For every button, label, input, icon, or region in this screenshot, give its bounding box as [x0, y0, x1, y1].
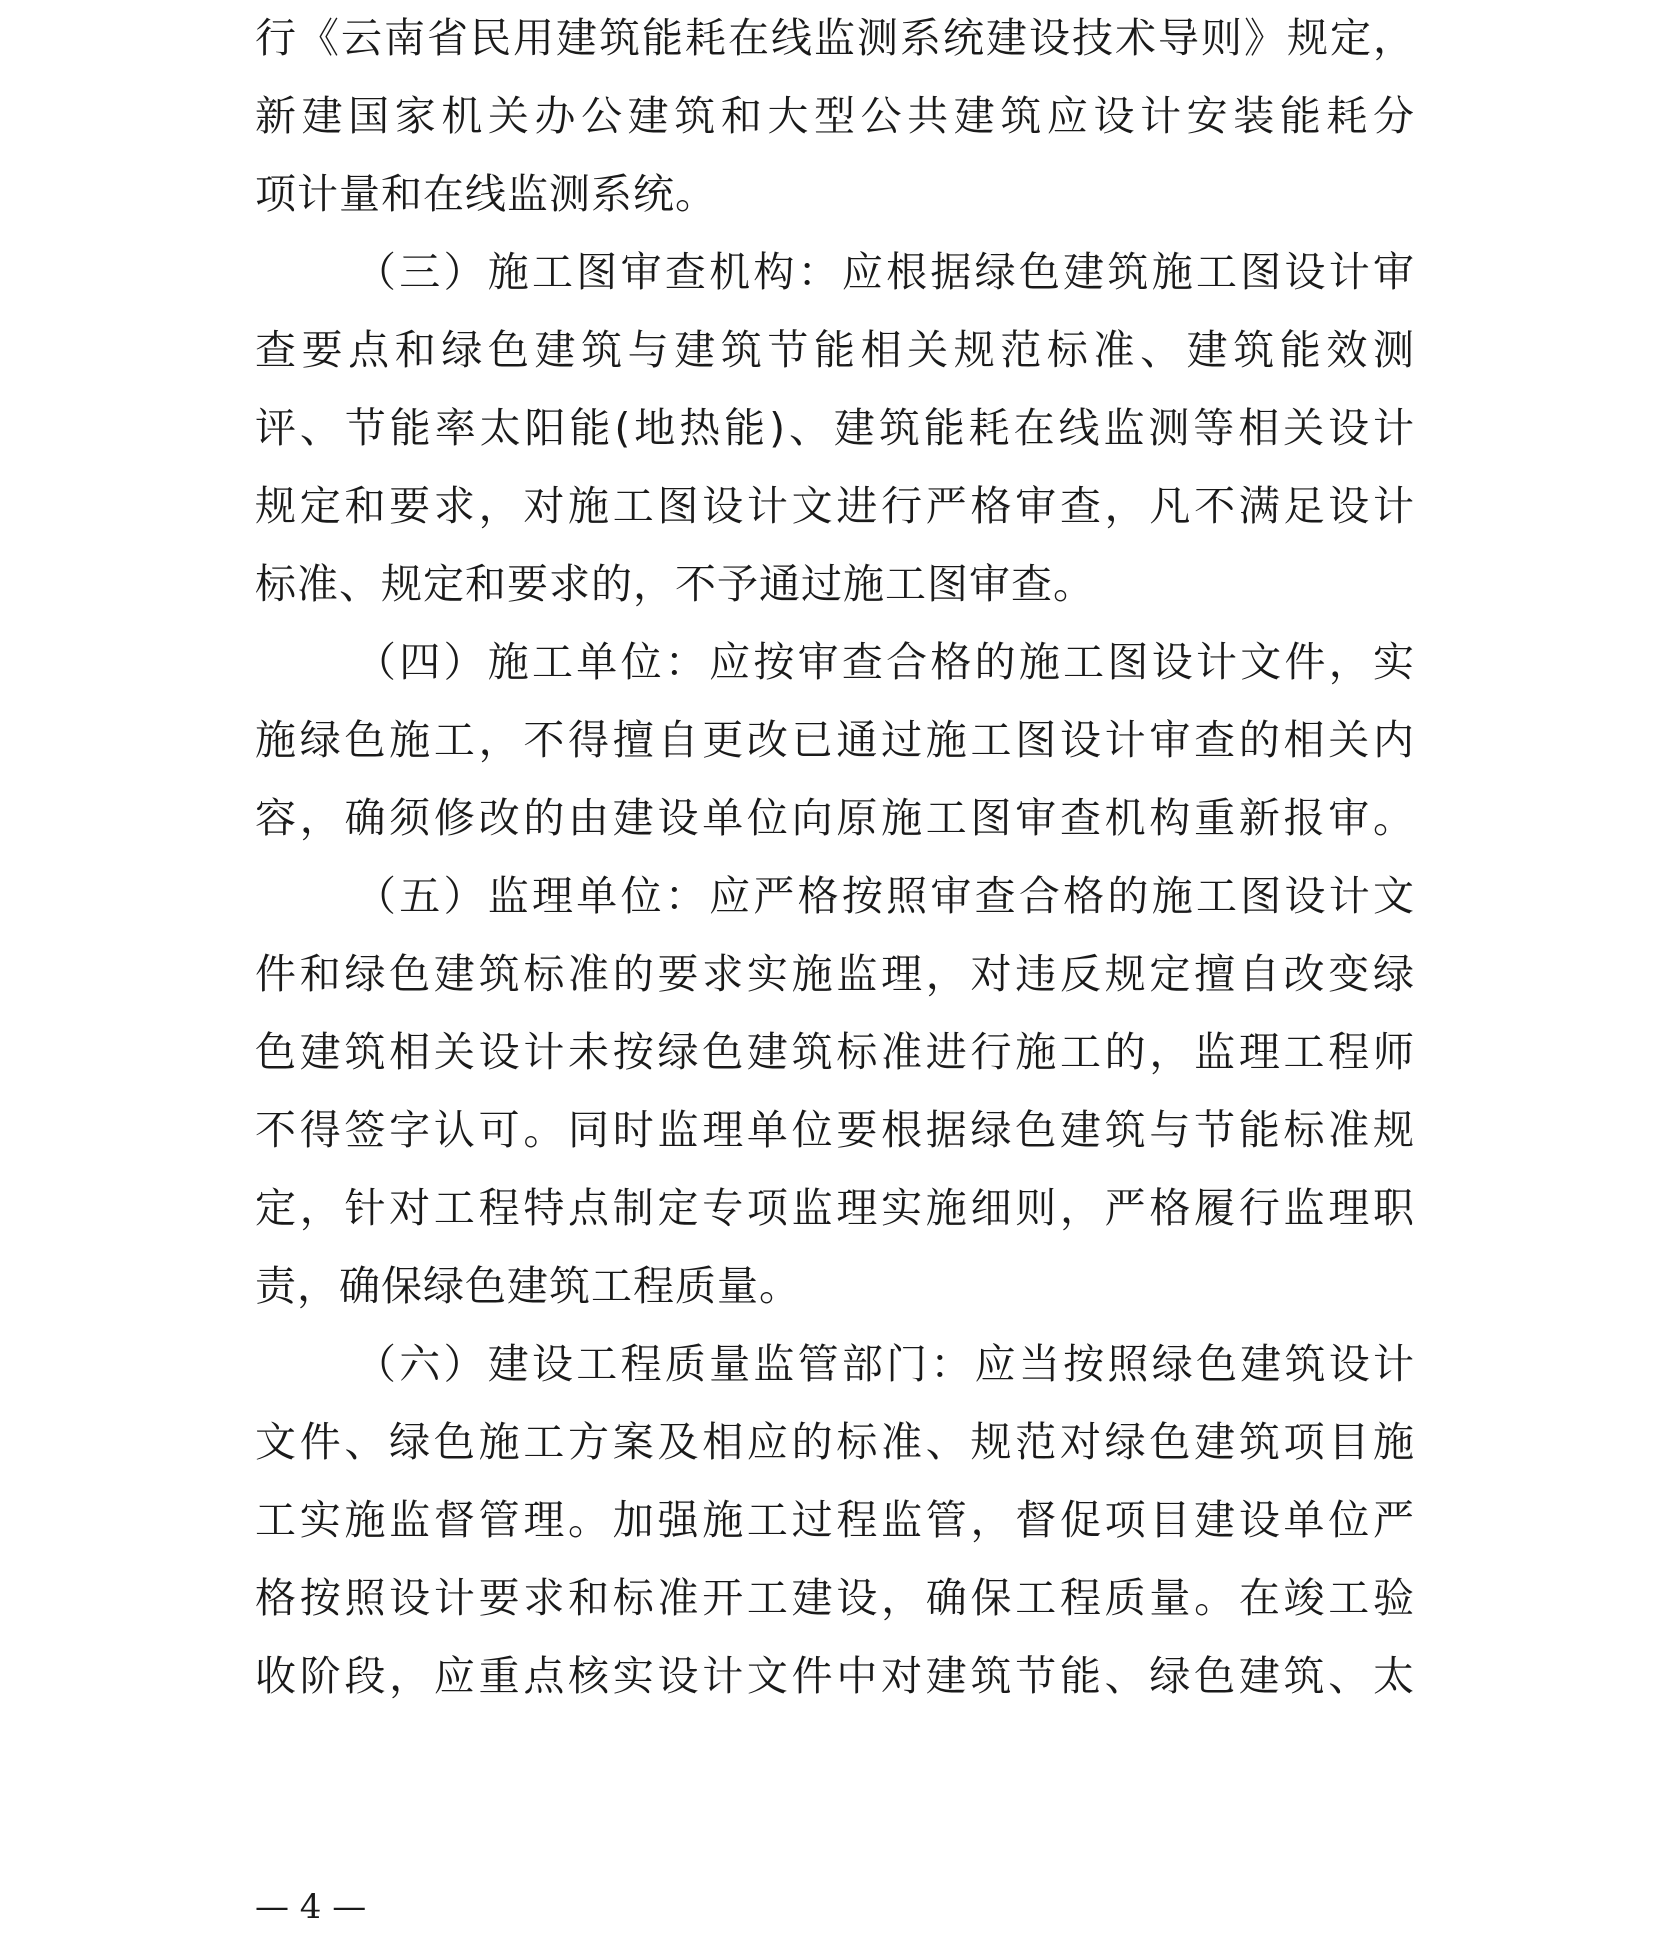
text-line: 项计量和在线监测系统。	[255, 170, 717, 218]
text-line: 评、节能率太阳能(地热能)、建筑能耗在线监测等相关设计	[255, 404, 1415, 452]
text-line: 标准、规定和要求的，不予通过施工图审查。	[255, 560, 1095, 608]
text-line: 不得签字认可。同时监理单位要根据绿色建筑与节能标准规	[255, 1106, 1415, 1154]
text-line: 文件、绿色施工方案及相应的标准、规范对绿色建筑项目施	[255, 1418, 1415, 1466]
text-line: 收阶段，应重点核实设计文件中对建筑节能、绿色建筑、太	[255, 1652, 1415, 1700]
text-line: 责，确保绿色建筑工程质量。	[255, 1262, 801, 1310]
text-line: 件和绿色建筑标准的要求实施监理，对违反规定擅自改变绿	[255, 950, 1415, 998]
text-line: 容，确须修改的由建设单位向原施工图审查机构重新报审。	[255, 794, 1415, 842]
text-line: 格按照设计要求和标准开工建设，确保工程质量。在竣工验	[255, 1574, 1415, 1622]
text-line: 施绿色施工，不得擅自更改已通过施工图设计审查的相关内	[255, 716, 1415, 764]
text-line: 规定和要求，对施工图设计文进行严格审查，凡不满足设计	[255, 482, 1415, 530]
paragraph-heading-line: （五）监理单位：应严格按照审查合格的施工图设计文	[355, 872, 1415, 920]
text-line: 行《云南省民用建筑能耗在线监测系统建设技术导则》规定，	[255, 14, 1415, 62]
page-number: — 4 —	[255, 1887, 367, 1927]
text-line: 色建筑相关设计未按绿色建筑标准进行施工的，监理工程师	[255, 1028, 1415, 1076]
paragraph-heading-line: （三）施工图审查机构：应根据绿色建筑施工图设计审	[355, 248, 1415, 296]
paragraph-heading-line: （六）建设工程质量监管部门：应当按照绿色建筑设计	[355, 1340, 1415, 1388]
paragraph-heading-line: （四）施工单位：应按审查合格的施工图设计文件，实	[355, 638, 1415, 686]
text-line: 定，针对工程特点制定专项监理实施细则，严格履行监理职	[255, 1184, 1415, 1232]
text-line: 工实施监督管理。加强施工过程监管，督促项目建设单位严	[255, 1496, 1415, 1544]
text-line: 查要点和绿色建筑与建筑节能相关规范标准、建筑能效测	[255, 326, 1415, 374]
text-line: 新建国家机关办公建筑和大型公共建筑应设计安装能耗分	[255, 92, 1415, 140]
